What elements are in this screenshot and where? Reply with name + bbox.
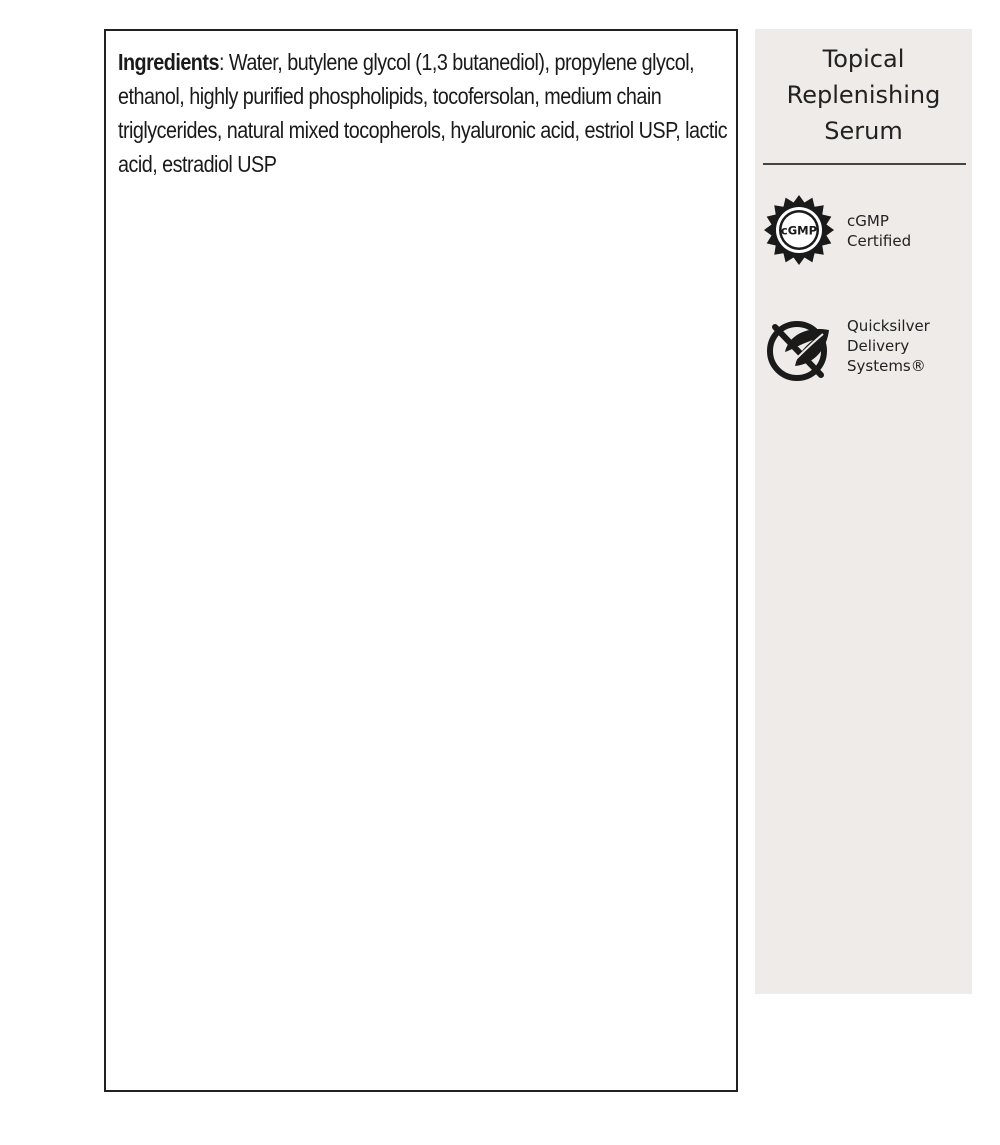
ingredients-paragraph	[118, 45, 729, 181]
cgmp-seal-icon	[763, 194, 835, 266]
quicksilver-line-3: Systems®	[847, 357, 926, 375]
product-name-line-2: Replenishing	[786, 81, 941, 109]
cgmp-line-1: cGMP	[847, 212, 889, 230]
cgmp-certified-badge	[763, 194, 911, 266]
product-name	[755, 41, 972, 149]
quicksilver-delivery-badge	[763, 312, 930, 384]
product-name-line-3: Serum	[824, 117, 903, 145]
product-name-line-1: Topical	[822, 45, 905, 73]
quicksilver-line-1: Quicksilver	[847, 317, 930, 335]
ingredients-list: Water, butylene glycol (1,3 butanediol), propylene glycol, ethanol, highly purified phospholipids, tocofersolan, medium chain triglycerides, natural mixed tocopherols, hyaluronic acid, estriol USP, lactic acid, estradiol USP	[118, 49, 728, 177]
cgmp-certified-text	[847, 211, 911, 251]
cgmp-seal-label: cGMP	[780, 223, 818, 238]
quicksilver-delivery-text	[847, 316, 930, 376]
panel-divider	[763, 163, 966, 165]
ingredients-label: Ingredients	[118, 49, 219, 75]
quicksilver-leaf-logo-icon	[763, 312, 835, 384]
cgmp-line-2: Certified	[847, 232, 912, 250]
ingredients-box	[104, 29, 738, 1092]
side-panel	[755, 29, 972, 994]
ingredients-separator: :	[218, 49, 224, 75]
quicksilver-line-2: Delivery	[847, 337, 910, 355]
